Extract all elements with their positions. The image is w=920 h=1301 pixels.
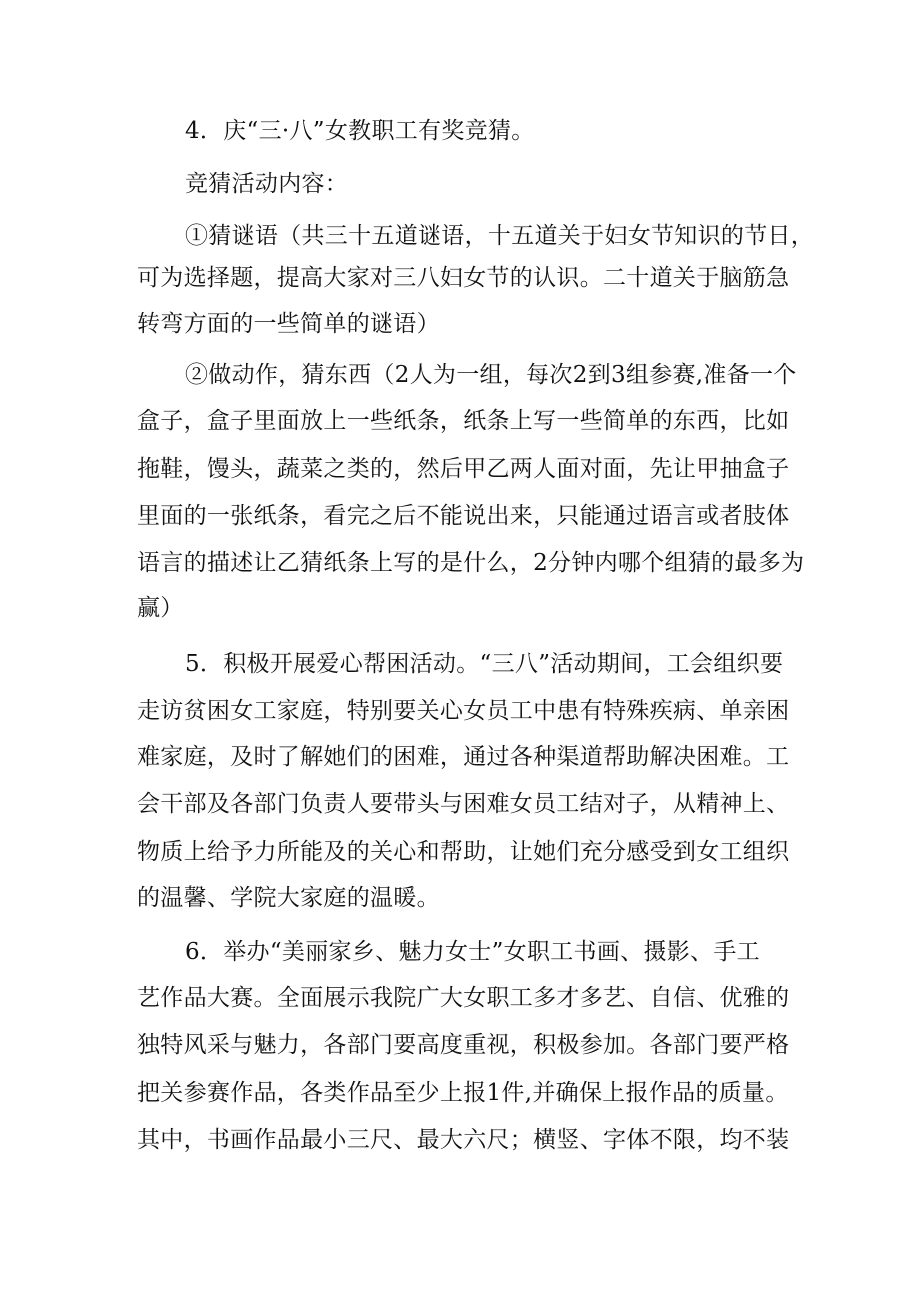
paragraph-line: 走访贫困女工家庭，特别要关心女员工中患有特殊疾病、单亲困 bbox=[137, 698, 790, 724]
paragraph-line: 难家庭，及时了解她们的困难，通过各种渠道帮助解决困难。工 bbox=[137, 744, 790, 770]
paragraph-line: ①猜谜语（共三十五道谜语，十五道关于妇女节知识的节日， bbox=[185, 223, 815, 249]
paragraph-line: 把关参赛作品，各类作品至少上报1件,并确保上报作品的质量。 bbox=[137, 1080, 789, 1106]
item-6-heading: 6．举办“美丽家乡、魅力女士”女职工书画、摄影、手工 bbox=[185, 939, 760, 965]
paragraph-line: 的温馨、学院大家庭的温暖。 bbox=[137, 885, 440, 911]
contest-content-label: 竞猜活动内容： bbox=[185, 171, 349, 197]
paragraph-line: 拖鞋，馒头，蔬菜之类的，然后甲乙两人面对面，先让甲抽盒子 bbox=[137, 456, 790, 482]
paragraph-line: 独特风采与魅力，各部门要高度重视，积极参加。各部门要严格 bbox=[137, 1032, 790, 1058]
paragraph-line: 盒子，盒子里面放上一些纸条，纸条上写一些简单的东西，比如 bbox=[137, 408, 790, 434]
item-5-heading: 5．积极开展爱心帮困活动。“三八”活动期间，工会组织要 bbox=[185, 651, 784, 677]
paragraph-line: 会干部及各部门负责人要带头与困难女员工结对子，从精神上、 bbox=[137, 791, 790, 817]
paragraph-line: 转弯方面的一些简单的谜语） bbox=[137, 311, 440, 337]
paragraph-line: 语言的描述让乙猜纸条上写的是什么，2分钟内哪个组猜的最多为 bbox=[137, 550, 805, 576]
paragraph-line: 物质上给予力所能及的关心和帮助，让她们充分感受到女工组织 bbox=[137, 839, 790, 865]
paragraph-line: ②做动作，猜东西（2人为一组，每次2到3组参赛,准备一个 bbox=[185, 362, 797, 388]
item-4-heading: 4．庆“三·八”女教职工有奖竞猜。 bbox=[185, 118, 535, 144]
paragraph-line: 可为选择题，提高大家对三八妇女节的认识。二十道关于脑筋急 bbox=[137, 265, 790, 291]
paragraph-line: 其中，书画作品最小三尺、最大六尺；横竖、字体不限，均不装 bbox=[137, 1127, 790, 1153]
paragraph-line: 里面的一张纸条，看完之后不能说出来，只能通过语言或者肢体 bbox=[137, 503, 790, 529]
paragraph-line: 赢） bbox=[137, 595, 184, 621]
paragraph-line: 艺作品大赛。全面展示我院广大女职工多才多艺、自信、优雅的 bbox=[137, 985, 790, 1011]
